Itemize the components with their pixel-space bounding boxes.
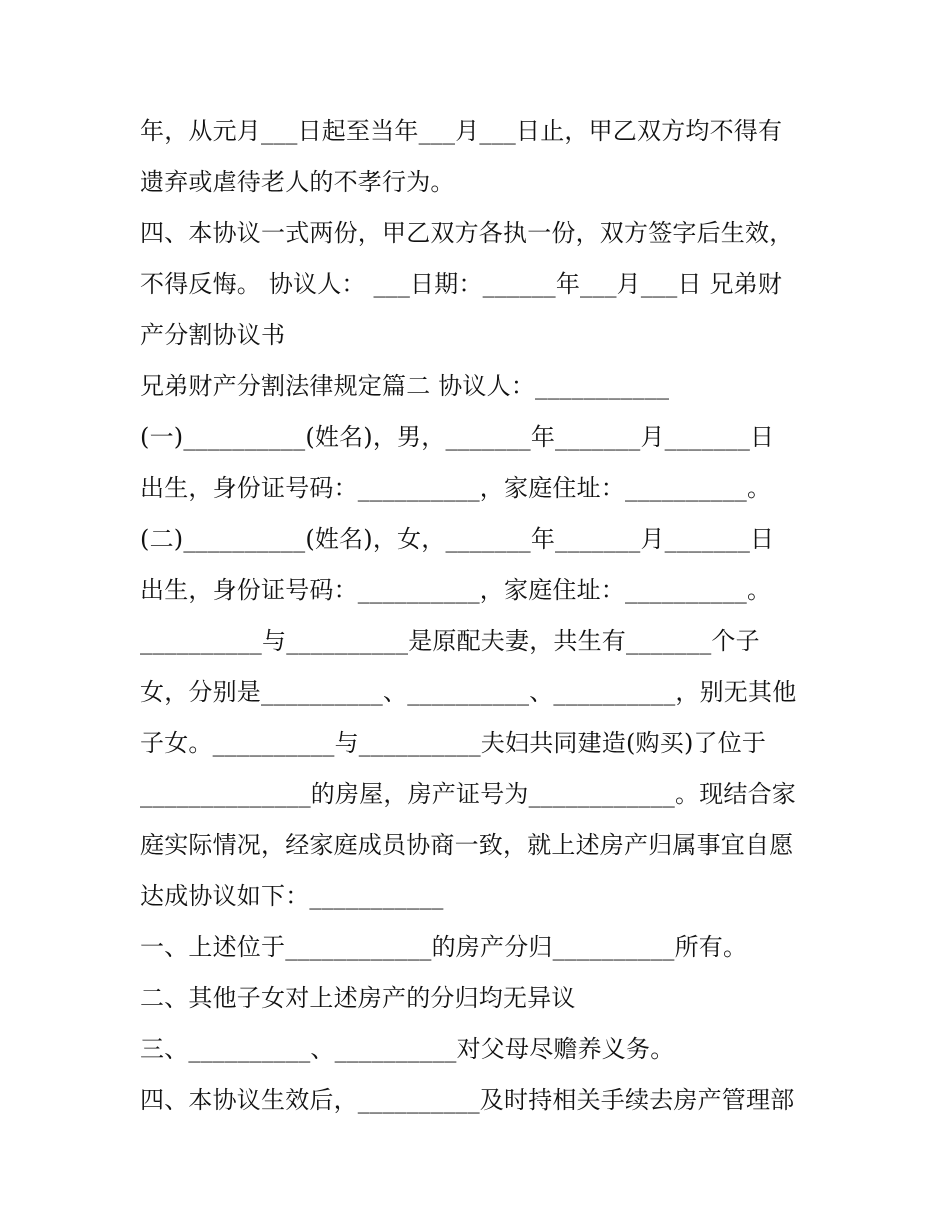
text-line: 四、本协议一式两份，甲乙双方各执一份，双方签字后生效， xyxy=(140,219,794,247)
section-heading: 兄弟财产分割法律规定篇二 协议人：___________ xyxy=(140,372,670,400)
text-line: 庭实际情况，经家庭成员协商一致，就上述房产归属事宜自愿 xyxy=(140,831,794,859)
clause-line: 一、上述位于____________的房产分归__________所有。 xyxy=(140,933,748,961)
text-line: 产分割协议书 xyxy=(140,321,286,349)
text-line: 出生，身份证号码：__________，家庭住址：__________。 xyxy=(140,474,772,502)
text-line: (二)__________(姓名)，女，_______年_______月_______日 xyxy=(140,525,775,553)
text-line: __________与__________是原配夫妻，共生有_______个子 xyxy=(140,627,760,655)
text-line: 不得反悔。 协议人： ___日期：______年___月___日 兄弟财 xyxy=(140,270,783,298)
text-line: 出生，身份证号码：__________，家庭住址：__________。 xyxy=(140,576,772,604)
clause-line: 四、本协议生效后，__________及时持相关手续去房产管理部 xyxy=(140,1086,795,1114)
text-line: (一)__________(姓名)，男，_______年_______月_______日 xyxy=(140,423,775,451)
text-line: 年，从元月___日起至当年___月___日止，甲乙双方均不得有 xyxy=(140,117,783,145)
text-line: 达成协议如下：___________ xyxy=(140,882,444,910)
clause-line: 三、__________、__________对父母尽赡养义务。 xyxy=(140,1035,675,1063)
text-line: ______________的房屋，房产证号为____________。现结合家 xyxy=(140,780,796,808)
clause-line: 二、其他子女对上述房产的分归均无异议 xyxy=(140,984,576,1012)
text-line: 遗弃或虐待老人的不孝行为。 xyxy=(140,168,455,196)
text-line: 女，分别是__________、__________、__________，别无其他 xyxy=(140,678,797,706)
text-line: 子女。__________与__________夫妇共同建造(购买)了位于 xyxy=(140,729,767,757)
document-body xyxy=(140,106,820,1126)
